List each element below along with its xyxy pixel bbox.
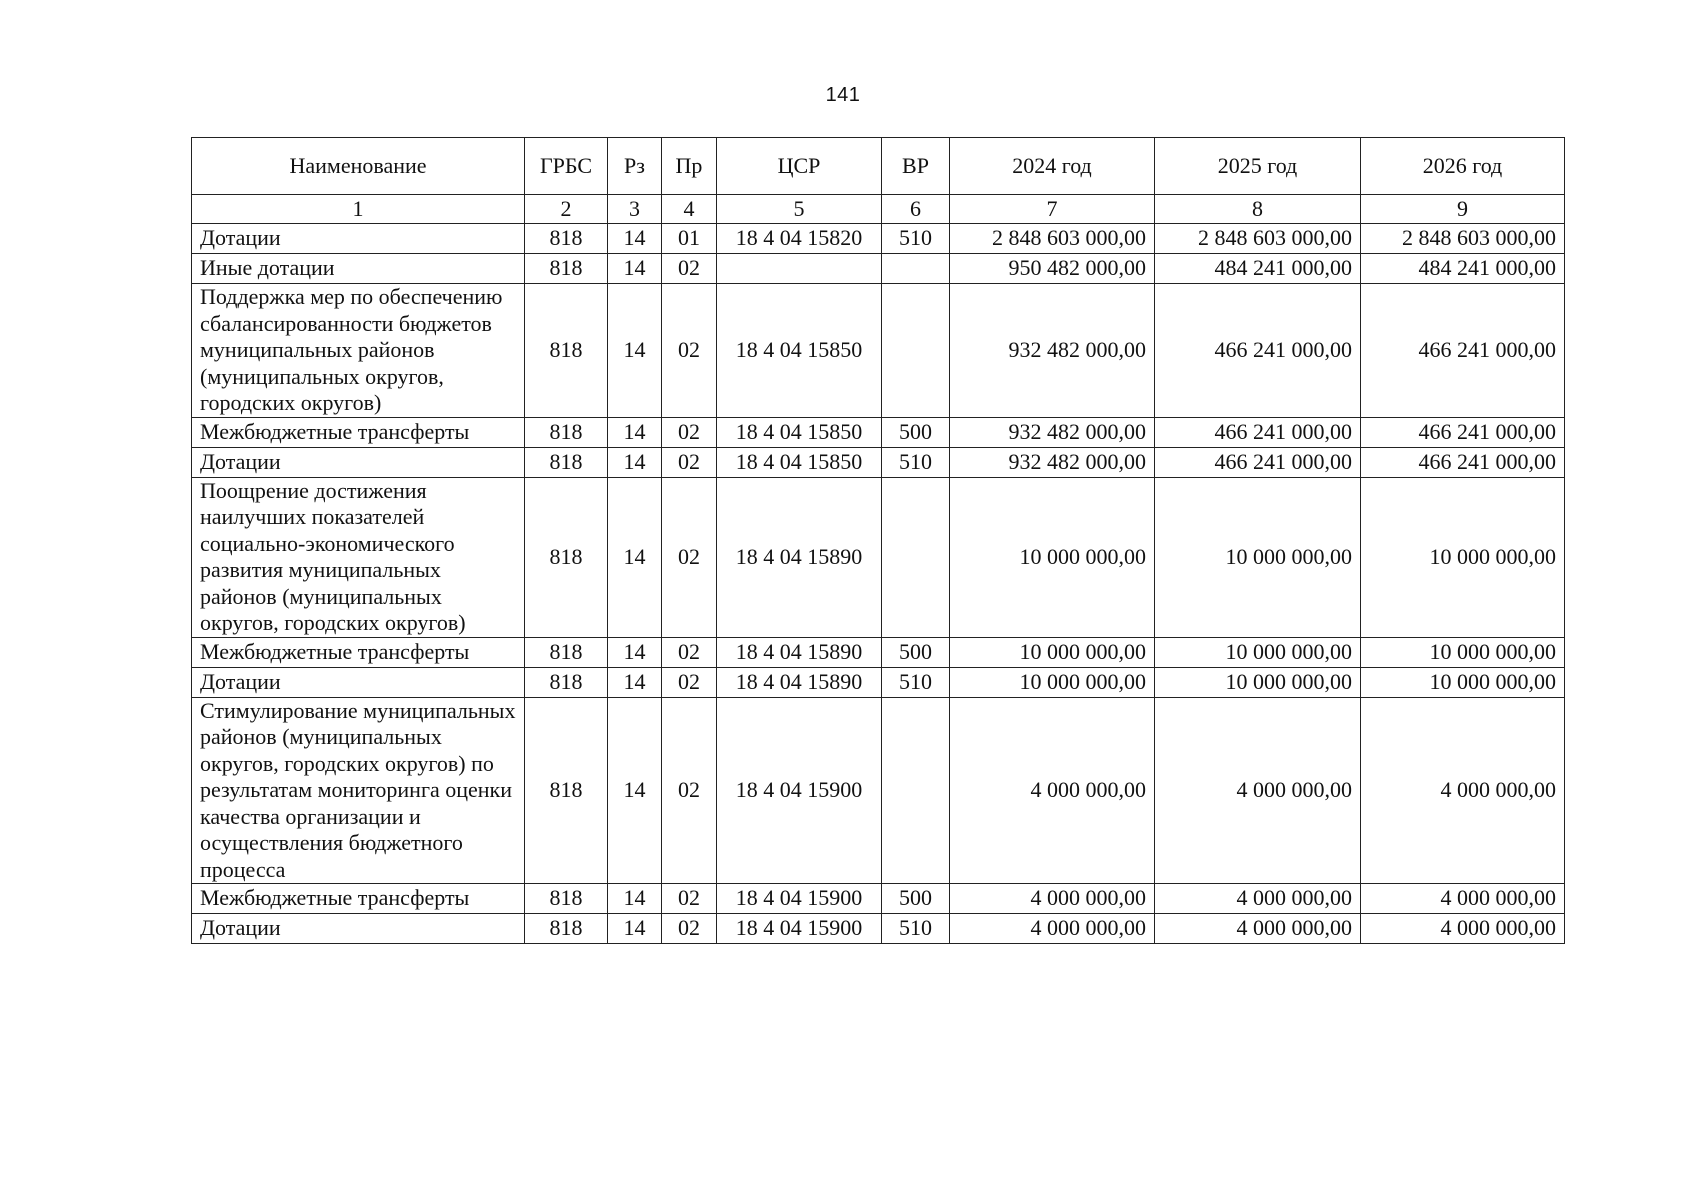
row-amount-2024: 10 000 000,00 — [950, 477, 1155, 637]
row-vr — [882, 697, 950, 884]
table-row — [192, 224, 1565, 254]
header-2026: 2026 год — [1361, 138, 1565, 195]
row-rz: 14 — [608, 637, 662, 667]
row-rz: 14 — [608, 447, 662, 477]
row-amount-2026: 2 848 603 000,00 — [1361, 224, 1565, 254]
row-vr — [882, 477, 950, 637]
row-grbs: 818 — [525, 477, 608, 637]
row-name: Стимулирование муниципальных районов (муниципальных округов, городских округов) по результатам мониторинга оценки качества организации и осуществления бюджетного процесса — [192, 697, 525, 884]
row-amount-2024: 4 000 000,00 — [950, 884, 1155, 914]
row-vr: 510 — [882, 224, 950, 254]
row-pr: 01 — [662, 224, 717, 254]
table-row — [192, 637, 1565, 667]
table-row — [192, 667, 1565, 697]
row-vr: 510 — [882, 447, 950, 477]
column-index: 1 — [192, 195, 525, 224]
row-name: Дотации — [192, 914, 525, 944]
row-name: Дотации — [192, 224, 525, 254]
column-index: 6 — [882, 195, 950, 224]
row-csr: 18 4 04 15890 — [717, 667, 882, 697]
row-pr: 02 — [662, 914, 717, 944]
row-rz: 14 — [608, 667, 662, 697]
table-row — [192, 697, 1565, 884]
row-amount-2025: 2 848 603 000,00 — [1155, 224, 1361, 254]
table-row — [192, 447, 1565, 477]
column-index-row — [192, 195, 1565, 224]
row-amount-2026: 4 000 000,00 — [1361, 884, 1565, 914]
row-name: Дотации — [192, 667, 525, 697]
row-rz: 14 — [608, 884, 662, 914]
table-row — [192, 477, 1565, 637]
row-grbs: 818 — [525, 224, 608, 254]
row-csr: 18 4 04 15900 — [717, 914, 882, 944]
row-amount-2026: 466 241 000,00 — [1361, 447, 1565, 477]
row-amount-2024: 4 000 000,00 — [950, 914, 1155, 944]
table-row — [192, 284, 1565, 418]
row-grbs: 818 — [525, 254, 608, 284]
header-name: Наименование — [192, 138, 525, 195]
page-number: 141 — [825, 84, 861, 106]
row-amount-2024: 10 000 000,00 — [950, 637, 1155, 667]
row-rz: 14 — [608, 284, 662, 418]
row-pr: 02 — [662, 697, 717, 884]
row-name: Поддержка мер по обеспечению сбалансированности бюджетов муниципальных районов (муниципальных округов, городских округов) — [192, 284, 525, 418]
row-rz: 14 — [608, 254, 662, 284]
row-rz: 14 — [608, 224, 662, 254]
row-amount-2026: 466 241 000,00 — [1361, 284, 1565, 418]
row-name: Дотации — [192, 447, 525, 477]
row-pr: 02 — [662, 447, 717, 477]
row-amount-2026: 484 241 000,00 — [1361, 254, 1565, 284]
row-amount-2026: 10 000 000,00 — [1361, 637, 1565, 667]
row-amount-2024: 932 482 000,00 — [950, 417, 1155, 447]
row-amount-2026: 4 000 000,00 — [1361, 914, 1565, 944]
column-index: 8 — [1155, 195, 1361, 224]
row-pr: 02 — [662, 884, 717, 914]
header-rz: Рз — [608, 138, 662, 195]
row-amount-2024: 932 482 000,00 — [950, 447, 1155, 477]
row-grbs: 818 — [525, 637, 608, 667]
row-csr: 18 4 04 15850 — [717, 447, 882, 477]
row-csr: 18 4 04 15850 — [717, 284, 882, 418]
column-index: 3 — [608, 195, 662, 224]
row-grbs: 818 — [525, 884, 608, 914]
row-name: Иные дотации — [192, 254, 525, 284]
column-index: 9 — [1361, 195, 1565, 224]
header-grbs: ГРБС — [525, 138, 608, 195]
row-name: Межбюджетные трансферты — [192, 417, 525, 447]
column-index: 5 — [717, 195, 882, 224]
row-vr: 500 — [882, 884, 950, 914]
row-amount-2025: 466 241 000,00 — [1155, 417, 1361, 447]
row-rz: 14 — [608, 914, 662, 944]
header-row — [192, 138, 1565, 195]
row-vr: 510 — [882, 914, 950, 944]
row-csr: 18 4 04 15890 — [717, 477, 882, 637]
row-pr: 02 — [662, 667, 717, 697]
row-amount-2024: 4 000 000,00 — [950, 697, 1155, 884]
header-2024: 2024 год — [950, 138, 1155, 195]
row-amount-2026: 10 000 000,00 — [1361, 477, 1565, 637]
row-amount-2025: 10 000 000,00 — [1155, 667, 1361, 697]
row-vr: 510 — [882, 667, 950, 697]
row-amount-2026: 4 000 000,00 — [1361, 697, 1565, 884]
row-rz: 14 — [608, 477, 662, 637]
row-amount-2024: 932 482 000,00 — [950, 284, 1155, 418]
row-amount-2025: 4 000 000,00 — [1155, 697, 1361, 884]
row-amount-2026: 466 241 000,00 — [1361, 417, 1565, 447]
column-index: 7 — [950, 195, 1155, 224]
row-pr: 02 — [662, 477, 717, 637]
row-amount-2025: 466 241 000,00 — [1155, 447, 1361, 477]
header-vr: ВР — [882, 138, 950, 195]
row-amount-2024: 950 482 000,00 — [950, 254, 1155, 284]
table-row — [192, 254, 1565, 284]
column-index: 4 — [662, 195, 717, 224]
row-csr: 18 4 04 15900 — [717, 884, 882, 914]
row-pr: 02 — [662, 254, 717, 284]
row-csr: 18 4 04 15820 — [717, 224, 882, 254]
row-pr: 02 — [662, 417, 717, 447]
row-amount-2025: 10 000 000,00 — [1155, 477, 1361, 637]
row-vr: 500 — [882, 417, 950, 447]
row-vr — [882, 284, 950, 418]
row-amount-2025: 484 241 000,00 — [1155, 254, 1361, 284]
row-vr: 500 — [882, 637, 950, 667]
row-name: Поощрение достижения наилучших показателей социально-экономического развития муниципальных районов (муниципальных округов, городских округов) — [192, 477, 525, 637]
header-csr: ЦСР — [717, 138, 882, 195]
row-rz: 14 — [608, 417, 662, 447]
budget-table — [191, 137, 1565, 944]
row-amount-2025: 4 000 000,00 — [1155, 914, 1361, 944]
row-amount-2024: 10 000 000,00 — [950, 667, 1155, 697]
row-grbs: 818 — [525, 447, 608, 477]
row-amount-2026: 10 000 000,00 — [1361, 667, 1565, 697]
row-grbs: 818 — [525, 284, 608, 418]
row-name: Межбюджетные трансферты — [192, 884, 525, 914]
row-amount-2025: 10 000 000,00 — [1155, 637, 1361, 667]
column-index: 2 — [525, 195, 608, 224]
header-2025: 2025 год — [1155, 138, 1361, 195]
row-vr — [882, 254, 950, 284]
row-amount-2024: 2 848 603 000,00 — [950, 224, 1155, 254]
row-grbs: 818 — [525, 697, 608, 884]
table-row — [192, 417, 1565, 447]
header-pr: Пр — [662, 138, 717, 195]
row-grbs: 818 — [525, 417, 608, 447]
row-rz: 14 — [608, 697, 662, 884]
row-grbs: 818 — [525, 667, 608, 697]
row-csr: 18 4 04 15890 — [717, 637, 882, 667]
row-grbs: 818 — [525, 914, 608, 944]
row-name: Межбюджетные трансферты — [192, 637, 525, 667]
row-csr: 18 4 04 15850 — [717, 417, 882, 447]
row-csr: 18 4 04 15900 — [717, 697, 882, 884]
row-pr: 02 — [662, 637, 717, 667]
table-row — [192, 884, 1565, 914]
row-amount-2025: 466 241 000,00 — [1155, 284, 1361, 418]
row-csr — [717, 254, 882, 284]
table-row — [192, 914, 1565, 944]
row-pr: 02 — [662, 284, 717, 418]
row-amount-2025: 4 000 000,00 — [1155, 884, 1361, 914]
